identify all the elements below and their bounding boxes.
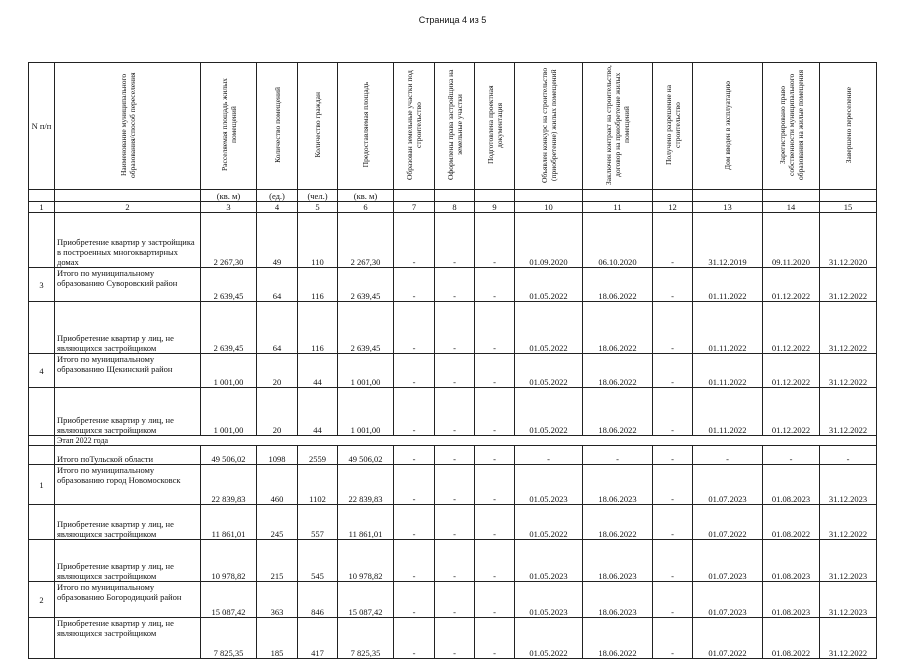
- unit-cell: [394, 190, 435, 202]
- cell-c8: -: [435, 213, 475, 268]
- col-header-num: N п/п: [29, 63, 55, 190]
- col-header-project: Подготовлена проектная документация: [475, 63, 515, 190]
- cell-c10: 01.05.2022: [515, 618, 583, 659]
- cell-c14: 01.12.2022: [763, 268, 820, 302]
- cell-c13: 01.11.2022: [693, 302, 763, 354]
- cell-c13: 01.07.2023: [693, 540, 763, 582]
- cell-c14: 09.11.2020: [763, 213, 820, 268]
- col-header-permit: Получено разрешение на строительство: [653, 63, 693, 190]
- unit-cell: [763, 190, 820, 202]
- cell-people: 110: [298, 213, 338, 268]
- row-name: Приобретение квартир у лиц, не являющихся застройщиком: [55, 302, 201, 354]
- cell-area: 49 506,02: [201, 446, 257, 465]
- cell-c12: -: [653, 618, 693, 659]
- table-row: [29, 505, 877, 540]
- stage-title: Этап 2022 года: [55, 436, 877, 446]
- unit-cell: [475, 190, 515, 202]
- cell-provided: 1 001,00: [338, 354, 394, 388]
- cell-c8: -: [435, 446, 475, 465]
- cell-c15: 31.12.2022: [820, 268, 877, 302]
- cell-units: 215: [257, 540, 298, 582]
- cell-c15: 31.12.2023: [820, 465, 877, 505]
- unit-cell: [55, 190, 201, 202]
- column-number: 7: [394, 202, 435, 213]
- cell-units: 245: [257, 505, 298, 540]
- cell-c8: -: [435, 302, 475, 354]
- col-header-registered: Зарегистрировано право собственности муниципального образования на жилые помещения: [763, 63, 820, 190]
- cell-c7: -: [394, 388, 435, 436]
- unit-cell: [583, 190, 653, 202]
- cell-c9: -: [475, 446, 515, 465]
- cell-people: 44: [298, 354, 338, 388]
- cell-c13: 01.07.2022: [693, 505, 763, 540]
- cell-c14: 01.12.2022: [763, 388, 820, 436]
- cell-c10: -: [515, 446, 583, 465]
- row-number: [29, 302, 55, 354]
- cell-c12: -: [653, 582, 693, 618]
- col-header-area: Расселяемая площадь жилых помещений: [201, 63, 257, 190]
- table-row: [29, 268, 877, 302]
- stage-row-spacer: [29, 436, 55, 446]
- cell-c12: -: [653, 540, 693, 582]
- cell-c8: -: [435, 582, 475, 618]
- table-row: [29, 618, 877, 659]
- cell-provided: 22 839,83: [338, 465, 394, 505]
- column-number: 10: [515, 202, 583, 213]
- unit-cell: [29, 190, 55, 202]
- cell-provided: 7 825,35: [338, 618, 394, 659]
- cell-c15: 31.12.2022: [820, 388, 877, 436]
- cell-c11: 18.06.2022: [583, 618, 653, 659]
- cell-c15: 31.12.2022: [820, 302, 877, 354]
- cell-c8: -: [435, 388, 475, 436]
- column-number: 4: [257, 202, 298, 213]
- cell-c11: 18.06.2022: [583, 302, 653, 354]
- row-number: [29, 388, 55, 436]
- cell-c8: -: [435, 540, 475, 582]
- table-row: [29, 465, 877, 505]
- units-row: [29, 190, 877, 202]
- cell-c10: 01.09.2020: [515, 213, 583, 268]
- table-row: [29, 354, 877, 388]
- row-name: Итого поТульской области: [55, 446, 201, 465]
- cell-c14: 01.08.2022: [763, 618, 820, 659]
- col-header-completed: Завершено переселение: [820, 63, 877, 190]
- unit-cell: (кв. м): [338, 190, 394, 202]
- cell-c9: -: [475, 213, 515, 268]
- table-row: [29, 302, 877, 354]
- cell-units: 20: [257, 354, 298, 388]
- cell-c13: -: [693, 446, 763, 465]
- cell-people: 557: [298, 505, 338, 540]
- cell-c10: 01.05.2022: [515, 268, 583, 302]
- cell-c14: -: [763, 446, 820, 465]
- unit-cell: [435, 190, 475, 202]
- column-number: 5: [298, 202, 338, 213]
- unit-cell: (кв. м): [201, 190, 257, 202]
- cell-area: 7 825,35: [201, 618, 257, 659]
- cell-c10: 01.05.2022: [515, 302, 583, 354]
- table-row: [29, 446, 877, 465]
- col-header-commissioned: Дом введен в эксплуатацию: [693, 63, 763, 190]
- row-number: 2: [29, 582, 55, 618]
- cell-c7: -: [394, 354, 435, 388]
- col-header-land: Образован земельные участки под строительство: [394, 63, 435, 190]
- column-number: 9: [475, 202, 515, 213]
- cell-provided: 15 087,42: [338, 582, 394, 618]
- column-number: 1: [29, 202, 55, 213]
- cell-c15: 31.12.2022: [820, 354, 877, 388]
- cell-c7: -: [394, 268, 435, 302]
- cell-area: 10 978,82: [201, 540, 257, 582]
- cell-c8: -: [435, 505, 475, 540]
- cell-provided: 49 506,02: [338, 446, 394, 465]
- cell-c13: 01.07.2022: [693, 618, 763, 659]
- column-number: 8: [435, 202, 475, 213]
- column-number: 12: [653, 202, 693, 213]
- cell-units: 64: [257, 302, 298, 354]
- cell-area: 2 267,30: [201, 213, 257, 268]
- unit-cell: [693, 190, 763, 202]
- cell-c7: -: [394, 446, 435, 465]
- cell-c10: 01.05.2023: [515, 540, 583, 582]
- page-number-header: Страница 4 из 5: [418, 15, 487, 25]
- row-number: [29, 505, 55, 540]
- cell-area: 1 001,00: [201, 388, 257, 436]
- cell-people: 44: [298, 388, 338, 436]
- cell-c14: 01.12.2022: [763, 354, 820, 388]
- cell-units: 185: [257, 618, 298, 659]
- cell-c8: -: [435, 268, 475, 302]
- row-name: Приобретение квартир у застройщика в построенных многоквартирных домах: [55, 213, 201, 268]
- column-number-row: [29, 202, 877, 213]
- cell-provided: 1 001,00: [338, 388, 394, 436]
- column-number: 2: [55, 202, 201, 213]
- cell-area: 22 839,83: [201, 465, 257, 505]
- cell-c7: -: [394, 582, 435, 618]
- cell-c12: -: [653, 268, 693, 302]
- cell-units: 49: [257, 213, 298, 268]
- cell-c11: -: [583, 446, 653, 465]
- cell-c9: -: [475, 354, 515, 388]
- unit-cell: (ед.): [257, 190, 298, 202]
- cell-c15: 31.12.2023: [820, 540, 877, 582]
- row-number: [29, 618, 55, 659]
- cell-c11: 18.06.2022: [583, 268, 653, 302]
- cell-c9: -: [475, 465, 515, 505]
- cell-c12: -: [653, 505, 693, 540]
- cell-c7: -: [394, 618, 435, 659]
- table-row: [29, 540, 877, 582]
- cell-c13: 01.11.2022: [693, 268, 763, 302]
- cell-c13: 01.07.2023: [693, 582, 763, 618]
- col-header-people: Количество граждан: [298, 63, 338, 190]
- unit-cell: [820, 190, 877, 202]
- unit-cell: [653, 190, 693, 202]
- column-number: 3: [201, 202, 257, 213]
- row-name: Итого по муниципальному образованию Щекинский район: [55, 354, 201, 388]
- cell-provided: 10 978,82: [338, 540, 394, 582]
- cell-c13: 01.07.2023: [693, 465, 763, 505]
- col-header-units: Количество помещений: [257, 63, 298, 190]
- cell-c11: 18.06.2023: [583, 540, 653, 582]
- col-header-contract: Заключен контракт на строительство, договор на приобретение жилых помещений: [583, 63, 653, 190]
- cell-c12: -: [653, 302, 693, 354]
- table-row: [29, 388, 877, 436]
- table-row: [29, 213, 877, 268]
- column-number: 15: [820, 202, 877, 213]
- row-number: 3: [29, 268, 55, 302]
- column-number: 14: [763, 202, 820, 213]
- column-header-row: [29, 63, 877, 190]
- cell-c9: -: [475, 582, 515, 618]
- row-name: Приобретение квартир у лиц, не являющихся застройщиком: [55, 505, 201, 540]
- cell-people: 846: [298, 582, 338, 618]
- column-number: 11: [583, 202, 653, 213]
- cell-c11: 18.06.2022: [583, 388, 653, 436]
- cell-c14: 01.08.2022: [763, 505, 820, 540]
- cell-c11: 18.06.2022: [583, 505, 653, 540]
- row-number: [29, 540, 55, 582]
- cell-people: 1102: [298, 465, 338, 505]
- cell-area: 11 861,01: [201, 505, 257, 540]
- cell-c9: -: [475, 302, 515, 354]
- cell-c12: -: [653, 465, 693, 505]
- cell-c15: 31.12.2020: [820, 213, 877, 268]
- row-name: Итого по муниципальному образованию город Новомосковск: [55, 465, 201, 505]
- row-number: 1: [29, 465, 55, 505]
- col-header-name: Наименование муниципального образования/способ переселения: [55, 63, 201, 190]
- cell-c10: 01.05.2022: [515, 388, 583, 436]
- cell-c10: 01.05.2022: [515, 354, 583, 388]
- cell-c12: -: [653, 446, 693, 465]
- cell-c10: 01.05.2023: [515, 582, 583, 618]
- row-name: Итого по муниципальному образованию Суворовский район: [55, 268, 201, 302]
- cell-c9: -: [475, 388, 515, 436]
- cell-c7: -: [394, 505, 435, 540]
- cell-c13: 31.12.2019: [693, 213, 763, 268]
- row-number: [29, 446, 55, 465]
- cell-area: 1 001,00: [201, 354, 257, 388]
- cell-c15: -: [820, 446, 877, 465]
- cell-people: 2559: [298, 446, 338, 465]
- row-number: 4: [29, 354, 55, 388]
- resettlement-plan-table: [28, 62, 877, 659]
- cell-provided: 2 639,45: [338, 302, 394, 354]
- cell-area: 15 087,42: [201, 582, 257, 618]
- cell-provided: 11 861,01: [338, 505, 394, 540]
- cell-c9: -: [475, 268, 515, 302]
- cell-c10: 01.05.2022: [515, 505, 583, 540]
- cell-c10: 01.05.2023: [515, 465, 583, 505]
- cell-c7: -: [394, 465, 435, 505]
- cell-units: 1098: [257, 446, 298, 465]
- cell-c11: 18.06.2023: [583, 465, 653, 505]
- cell-people: 545: [298, 540, 338, 582]
- cell-c11: 06.10.2020: [583, 213, 653, 268]
- cell-c9: -: [475, 505, 515, 540]
- cell-c15: 31.12.2022: [820, 505, 877, 540]
- cell-c12: -: [653, 388, 693, 436]
- cell-c15: 31.12.2023: [820, 582, 877, 618]
- cell-area: 2 639,45: [201, 302, 257, 354]
- cell-c13: 01.11.2022: [693, 388, 763, 436]
- cell-c8: -: [435, 618, 475, 659]
- cell-c12: -: [653, 354, 693, 388]
- cell-c8: -: [435, 465, 475, 505]
- stage-row: [29, 436, 877, 446]
- cell-c11: 18.06.2023: [583, 582, 653, 618]
- cell-area: 2 639,45: [201, 268, 257, 302]
- cell-c14: 01.08.2023: [763, 540, 820, 582]
- cell-c14: 01.08.2023: [763, 465, 820, 505]
- cell-units: 64: [257, 268, 298, 302]
- cell-c9: -: [475, 618, 515, 659]
- cell-provided: 2 267,30: [338, 213, 394, 268]
- cell-people: 116: [298, 268, 338, 302]
- cell-people: 417: [298, 618, 338, 659]
- col-header-provided: Предоставляемая площадь: [338, 63, 394, 190]
- cell-c11: 18.06.2022: [583, 354, 653, 388]
- table-row: [29, 582, 877, 618]
- cell-units: 460: [257, 465, 298, 505]
- row-number: [29, 213, 55, 268]
- cell-c9: -: [475, 540, 515, 582]
- cell-people: 116: [298, 302, 338, 354]
- cell-c7: -: [394, 540, 435, 582]
- col-header-rights: Оформлены права застройщика на земельные участки: [435, 63, 475, 190]
- cell-units: 20: [257, 388, 298, 436]
- cell-c7: -: [394, 302, 435, 354]
- col-header-tender: Объявлен конкурс на строительство (приобретение) жилых помещений: [515, 63, 583, 190]
- cell-c14: 01.12.2022: [763, 302, 820, 354]
- cell-c12: -: [653, 213, 693, 268]
- cell-c8: -: [435, 354, 475, 388]
- cell-c7: -: [394, 213, 435, 268]
- unit-cell: (чел.): [298, 190, 338, 202]
- cell-c15: 31.12.2022: [820, 618, 877, 659]
- row-name: Приобретение квартир у лиц, не являющихся застройщиком: [55, 540, 201, 582]
- column-number: 13: [693, 202, 763, 213]
- row-name: Итого по муниципальному образованию Богородицкий район: [55, 582, 201, 618]
- unit-cell: [515, 190, 583, 202]
- cell-c14: 01.08.2023: [763, 582, 820, 618]
- cell-provided: 2 639,45: [338, 268, 394, 302]
- row-name: Приобретение квартир у лиц, не являющихся застройщиком: [55, 618, 201, 659]
- cell-units: 363: [257, 582, 298, 618]
- cell-c13: 01.11.2022: [693, 354, 763, 388]
- column-number: 6: [338, 202, 394, 213]
- row-name: Приобретение квартир у лиц, не являющихся застройщиком: [55, 388, 201, 436]
